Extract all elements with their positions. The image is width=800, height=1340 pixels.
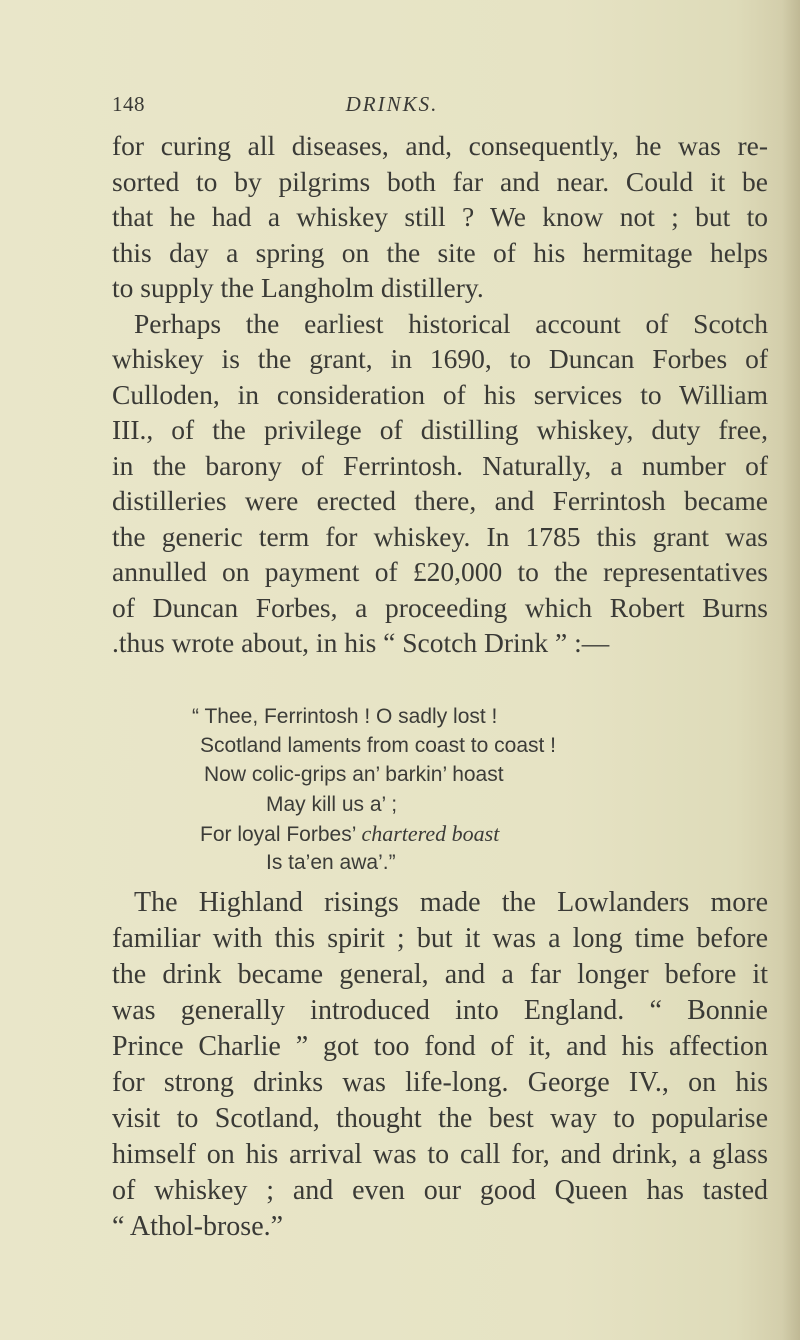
- main-text: [112, 128, 768, 661]
- poem-line-prefix: For loyal Forbes’: [200, 822, 362, 846]
- text-line: of Duncan Forbes, a proceeding which Robert Burns: [112, 591, 768, 623]
- poem-line: May kill us a’ ;: [266, 792, 398, 816]
- poem-line: Is ta’en awa’.”: [266, 850, 396, 874]
- poem-line: “ Thee, Ferrintosh ! O sadly lost !: [192, 705, 498, 728]
- closing-paragraph: [112, 885, 768, 1245]
- running-title: DRINKS.: [345, 92, 439, 116]
- text-line: this day a spring on the site of his hermitage helps: [112, 236, 768, 268]
- text-line: distilleries were erected there, and Ferrintosh became: [112, 485, 768, 516]
- text-line: the drink became general, and a far longer before it: [112, 959, 768, 990]
- text-line: that he had a whiskey still ? We know not ; but to: [112, 201, 768, 232]
- text-line: to supply the Langholm distillery.: [112, 272, 484, 303]
- text-line: for strong drinks was life-long. George IV., on his: [112, 1067, 768, 1098]
- text-line: Perhaps the earliest historical account of Scotch: [134, 307, 768, 339]
- text-line: himself on his arrival was to call for, and drink, a glass: [112, 1139, 768, 1170]
- page-header: [112, 92, 672, 122]
- text-line: Culloden, in consideration of his services to William: [112, 378, 768, 410]
- poem-italic-phrase: chartered boast: [361, 820, 500, 846]
- text-line: the generic term for whiskey. In 1785 this grant was: [112, 520, 768, 552]
- poem-quotation: [112, 702, 768, 877]
- text-line: of whiskey ; and even our good Queen has tasted: [112, 1175, 768, 1206]
- text-line: was generally introduced into England. “ Bonnie: [112, 995, 768, 1026]
- text-line: .thus wrote about, in his “ Scotch Drink ” :—: [112, 627, 610, 658]
- text-line: in the barony of Ferrintosh. Naturally, a number of: [112, 449, 768, 481]
- poem-line: Now colic-grips an’ barkin’ hoast: [204, 763, 504, 787]
- text-line: Prince Charlie ” got too fond of it, and his affection: [112, 1031, 768, 1062]
- text-line: familiar with this spirit ; but it was a long time before: [112, 923, 768, 954]
- poem-line: [112, 819, 768, 848]
- text-line: annulled on payment of £20,000 to the representatives: [112, 556, 768, 587]
- text-line: whiskey is the grant, in 1690, to Duncan Forbes of: [112, 343, 768, 374]
- text-line: The Highland risings made the Lowlanders more: [134, 887, 768, 918]
- text-line: “ Athol-brose.”: [112, 1211, 284, 1242]
- page-edge-shadow: [782, 0, 800, 1340]
- text-line: for curing all diseases, and, consequently, he was re-: [112, 130, 768, 161]
- text-line: sorted to by pilgrims both far and near. Could it be: [112, 165, 768, 197]
- page-number: 148: [112, 92, 145, 116]
- poem-line: Scotland laments from coast to coast !: [200, 734, 556, 758]
- text-line: III., of the privilege of distilling whiskey, duty free,: [112, 414, 768, 445]
- text-line: visit to Scotland, thought the best way to popularise: [112, 1103, 768, 1134]
